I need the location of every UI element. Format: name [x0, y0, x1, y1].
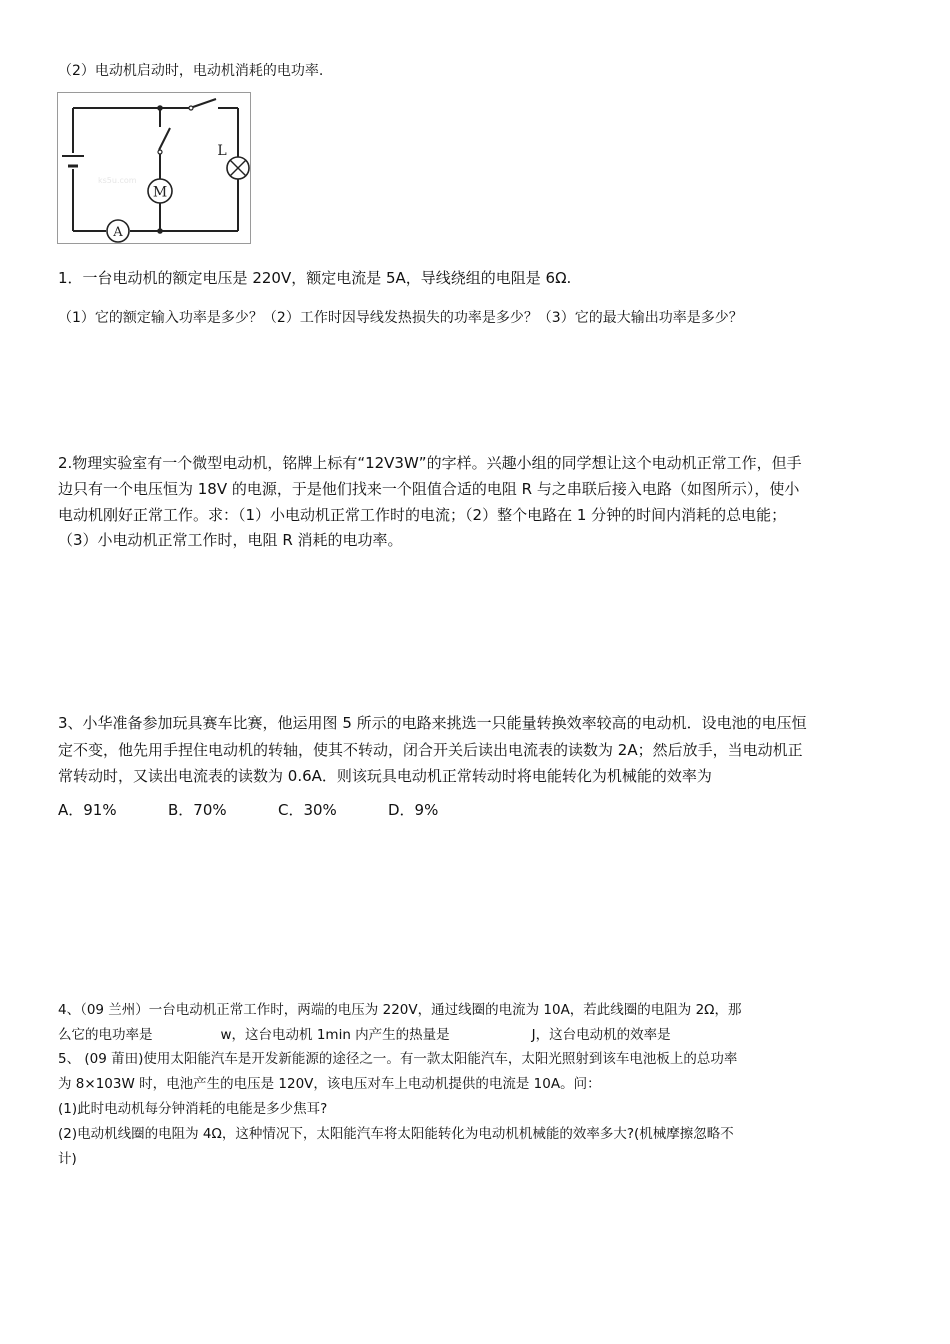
junction-dot: [157, 228, 163, 234]
problem-2-line-1: 2.物理实验室有一个微型电动机，铭牌上标有“12V3W”的字样。兴趣小组的同学想让这个电动机正常工作，但手: [58, 454, 802, 472]
option-c: C．30%: [278, 801, 337, 819]
lamp-label: L: [217, 143, 227, 159]
switch-contact: [158, 150, 162, 154]
problem-2-line-3: 电动机刚好正常工作。求：（1）小电动机正常工作时的电流；（2）整个电路在 1 分钟的时间内消耗的总电能；: [58, 506, 787, 524]
problem-4-part-c: J，这台电动机的效率是: [531, 1027, 671, 1043]
problem-5-line-1: 5、 (09 莆田)使用太阳能汽车是开发新能源的途径之一。有一款太阳能汽车，太阳光照射到该车电池板上的总功率: [58, 1051, 738, 1067]
option-b: B．70%: [168, 801, 227, 819]
problem-5-line-2: 为 8×103W 时，电池产生的电压是 120V，该电压对车上电动机提供的电流是 10A。问：: [58, 1076, 601, 1092]
problem-1-questions: （1）它的额定输入功率是多少？（2）工作时因导线发热损失的功率是多少？（3）它的最大输出功率是多少？: [58, 310, 743, 326]
junction-dot: [157, 105, 163, 111]
problem-2-line-2: 边只有一个电压恒为 18V 的电源，于是他们找来一个阻值合适的电阻 R 与之串联后接入电路（如图所示），使小: [58, 480, 800, 498]
intro-question-2: （2）电动机启动时，电动机消耗的电功率.: [58, 63, 324, 79]
problem-4-part-a: 么它的电功率是: [58, 1027, 153, 1043]
problem-3-options: [58, 803, 498, 818]
watermark-text: ks5u.com: [98, 176, 137, 185]
problem-4-part-b: w，这台电动机 1min 内产生的热量是: [220, 1027, 450, 1043]
problem-4-line-1: 4、（09 兰州）一台电动机正常工作时，两端的电压为 220V，通过线圈的电流为 10A，若此线圈的电阻为 2Ω，那: [58, 1002, 742, 1018]
ammeter-label: A: [113, 225, 123, 240]
problem-3-line-1: 3、小华准备参加玩具赛车比赛，他运用图 5 所示的电路来挑选一只能量转换效率较高的电动机．设电池的电压恒: [58, 714, 807, 732]
option-a: A．91%: [58, 801, 117, 819]
problem-5-question-2: (2)电动机线圈的电阻为 4Ω，这种情况下，太阳能汽车将太阳能转化为电动机机械能的效率多大?(机械摩擦忽略不: [58, 1126, 734, 1142]
circuit-diagram: [57, 92, 251, 244]
problem-3-line-3: 常转动时，又读出电流表的读数为 0.6A．则该玩具电动机正常转动时将电能转化为机械能的效率为: [58, 767, 712, 785]
problem-5-question-1: (1)此时电动机每分钟消耗的电能是多少焦耳?: [58, 1101, 328, 1117]
problem-1-statement: 1．一台电动机的额定电压是 220V，额定电流是 5A，导线绕组的电阻是 6Ω.: [58, 269, 572, 287]
motor-label: M: [152, 184, 168, 201]
switch-contact: [189, 106, 193, 110]
problem-3-line-2: 定不变，他先用手捏住电动机的转轴，使其不转动，闭合开关后读出电流表的读数为 2A；然后放手，当电动机正: [58, 741, 803, 759]
problem-5-question-2-cont: 计): [58, 1151, 77, 1167]
problem-4-line-2: [58, 1029, 671, 1043]
problem-2-line-4: （3）小电动机正常工作时，电阻 R 消耗的电功率。: [58, 531, 403, 549]
option-d: D．9%: [388, 801, 439, 819]
circuit-diagram-svg: [58, 93, 252, 245]
